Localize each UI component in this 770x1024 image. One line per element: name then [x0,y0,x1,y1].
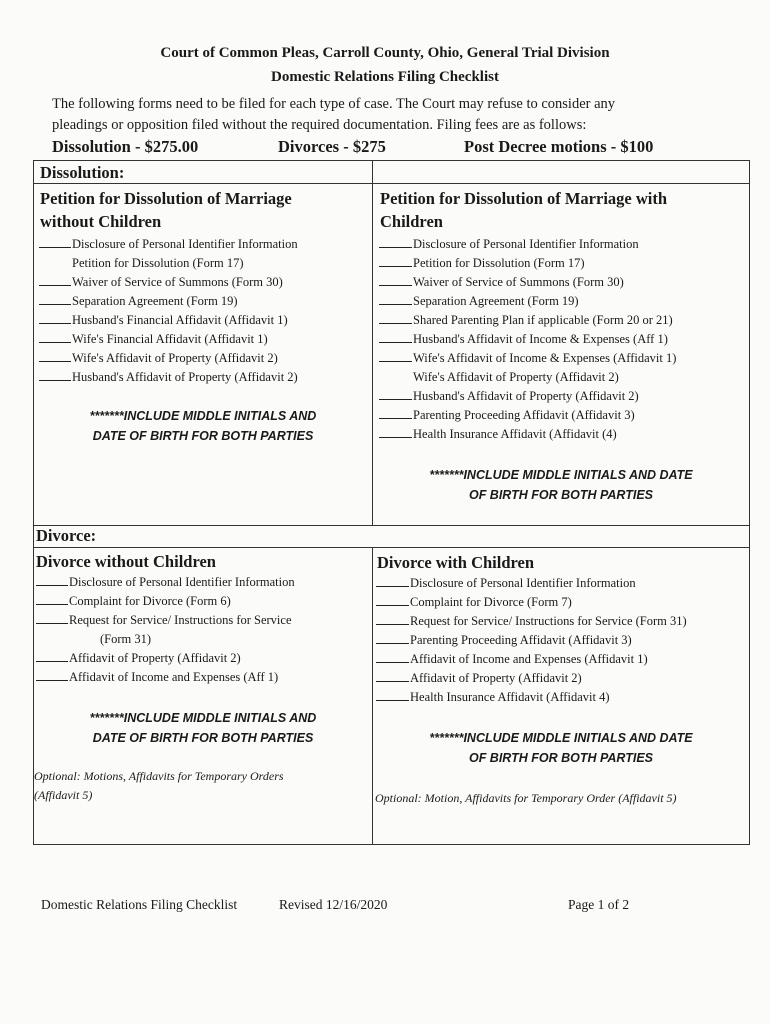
checklist-item: Request for Service/ Instructions for Service [36,611,295,630]
checkbox-blank[interactable] [379,408,412,419]
checkbox-blank[interactable] [376,671,409,682]
document-title: Domestic Relations Filing Checklist [271,69,499,85]
checklist-item: Petition for Dissolution (Form 17) [379,254,676,273]
checklist-item: Petition for Dissolution (Form 17) [39,254,298,273]
checklist-item: Complaint for Divorce (Form 6) [36,592,295,611]
checklist-table [33,160,750,845]
checkbox-blank[interactable] [379,313,412,324]
note-line: *******INCLUDE MIDDLE INITIALS AND [89,711,317,725]
checklist-item: Wife's Financial Affidavit (Affidavit 1) [39,330,298,349]
optional-line: (Affidavit 5) [34,788,93,802]
title-line: Petition for Dissolution of Marriage [40,189,292,208]
checkbox-blank[interactable] [36,575,68,586]
checkbox-blank[interactable] [379,256,412,267]
checkbox-blank[interactable] [379,389,412,400]
checklist-item-continued: (Form 31) [100,632,152,646]
footer-revised: Revised 12/16/2020 [279,897,388,912]
checkbox-blank[interactable] [39,294,71,305]
dissolution-with-children-title [380,187,667,233]
divorce-with-children-list [376,574,687,707]
title-line: Children [380,212,443,231]
optional-note: Optional: Motion, Affidavits for Temporary Order (Affidavit 5) [375,791,677,805]
checkbox-blank[interactable] [36,670,68,681]
fee-dissolution: Dissolution - $275.00 [52,137,199,156]
column-divider [372,547,373,844]
dissolution-without-children-list [39,235,298,387]
divider [34,183,749,184]
note-line: *******INCLUDE MIDDLE INITIALS AND DATE [429,731,693,745]
checkbox-blank[interactable] [376,690,409,701]
include-initials-note [34,708,372,748]
checkbox-blank[interactable] [376,576,409,587]
fee-divorces: Divorces - $275 [278,137,386,156]
checklist-item: Husband's Financial Affidavit (Affidavit 1) [39,311,298,330]
section-divorce: Divorce: [36,526,97,545]
checkbox-blank[interactable] [379,370,412,381]
checklist-item: Separation Agreement (Form 19) [39,292,298,311]
divorce-without-children-title: Divorce without Children [36,552,216,571]
footer-title: Domestic Relations Filing Checklist [41,897,238,912]
checkbox-blank[interactable] [379,294,412,305]
divider [34,547,749,548]
checklist-item: Husband's Affidavit of Income & Expenses (Aff 1) [379,330,676,349]
divorce-without-children-list [36,573,295,687]
note-line: DATE OF BIRTH FOR BOTH PARTIES [92,429,314,443]
checklist-item: Wife's Affidavit of Property (Affidavit 2) [379,368,676,387]
checkbox-blank[interactable] [379,332,412,343]
checkbox-blank[interactable] [39,332,71,343]
page-number: Page 1 of 2 [568,897,630,912]
checkbox-blank[interactable] [39,256,71,267]
checklist-item: Request for Service/ Instructions for Service (Form 31) [376,612,687,631]
checkbox-blank[interactable] [36,613,68,624]
include-initials-note [34,406,372,446]
fee-post-decree: Post Decree motions - $100 [464,137,654,156]
checklist-item: Husband's Affidavit of Property (Affidavit 2) [379,387,676,406]
checkbox-blank[interactable] [376,614,409,625]
note-line: *******INCLUDE MIDDLE INITIALS AND DATE [429,468,693,482]
checklist-item: Health Insurance Affidavit (Affidavit (4) [379,425,676,444]
intro-line-2: pleadings or opposition filed without the required documentation. Filing fees are as follows: [52,117,587,133]
checkbox-blank[interactable] [376,595,409,606]
checklist-item: Wife's Affidavit of Income & Expenses (Affidavit 1) [379,349,676,368]
checklist-item: Waiver of Service of Summons (Form 30) [39,273,298,292]
checklist-item: Disclosure of Personal Identifier Information [39,235,298,254]
optional-line: Optional: Motions, Affidavits for Temporary Orders [34,769,284,783]
note-line: OF BIRTH FOR BOTH PARTIES [468,751,654,765]
checkbox-blank[interactable] [379,275,412,286]
checklist-item: Disclosure of Personal Identifier Information [376,574,687,593]
title-line: Petition for Dissolution of Marriage with [380,189,668,208]
checklist-item: Affidavit of Property (Affidavit 2) [36,649,295,668]
note-line: DATE OF BIRTH FOR BOTH PARTIES [92,731,314,745]
checkbox-blank[interactable] [376,652,409,663]
checklist-item: Complaint for Divorce (Form 7) [376,593,687,612]
checklist-item: Disclosure of Personal Identifier Information [379,235,676,254]
checkbox-blank[interactable] [379,427,412,438]
checkbox-blank[interactable] [376,633,409,644]
checkbox-blank[interactable] [36,651,68,662]
checklist-item: Health Insurance Affidavit (Affidavit 4) [376,688,687,707]
note-line: *******INCLUDE MIDDLE INITIALS AND [89,409,317,423]
include-initials-note [372,465,750,505]
checklist-item: Disclosure of Personal Identifier Information [36,573,295,592]
optional-note [34,767,284,805]
checkbox-blank[interactable] [36,594,68,605]
checkbox-blank[interactable] [39,237,71,248]
checkbox-blank[interactable] [39,313,71,324]
checklist-item: Affidavit of Income and Expenses (Aff 1) [36,668,295,687]
checklist-item: Wife's Affidavit of Property (Affidavit 2) [39,349,298,368]
note-line: OF BIRTH FOR BOTH PARTIES [468,488,654,502]
section-dissolution: Dissolution: [40,163,125,182]
checklist-item: Parenting Proceeding Affidavit (Affidavit 3) [379,406,676,425]
checklist-item: Affidavit of Property (Affidavit 2) [376,669,687,688]
checklist-item: Parenting Proceeding Affidavit (Affidavit 3) [376,631,687,650]
checklist-item: Husband's Affidavit of Property (Affidavit 2) [39,368,298,387]
checkbox-blank[interactable] [39,370,71,381]
divorce-with-children-title: Divorce with Children [377,553,535,572]
checklist-item: Waiver of Service of Summons (Form 30) [379,273,676,292]
title-line: without Children [40,212,162,231]
dissolution-without-children-title [40,187,292,233]
checklist-item: Separation Agreement (Form 19) [379,292,676,311]
checklist-item: Affidavit of Income and Expenses (Affidavit 1) [376,650,687,669]
divider [34,525,749,526]
checkbox-blank[interactable] [39,275,71,286]
include-initials-note [372,728,750,768]
checkbox-blank[interactable] [39,351,71,362]
court-heading: Court of Common Pleas, Carroll County, Ohio, General Trial Division [160,45,610,61]
intro-line-1: The following forms need to be filed for each type of case. The Court may refuse to consider any [52,96,616,112]
checklist-item: Shared Parenting Plan if applicable (Form 20 or 21) [379,311,676,330]
checkbox-blank[interactable] [379,237,412,248]
checkbox-blank[interactable] [379,351,412,362]
dissolution-with-children-list [379,235,676,444]
